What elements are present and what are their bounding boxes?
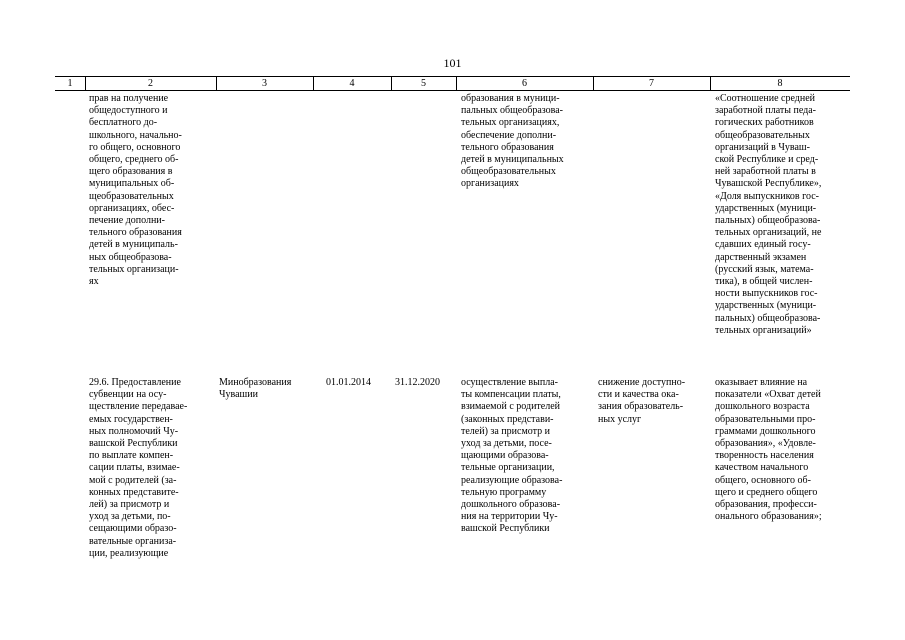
row2-col4-cell: 01.01.2014	[326, 377, 371, 388]
column-header-2: 2	[148, 78, 153, 89]
row1-col2-cell: прав на получение общедоступного и бесплатного до- школьного, начально- го общего, основного общего, среднего об- щего образования в муниципальных об- щеобразовательных организациях, обес- печение дополни- тельного образования детей в муниципаль- ных общеобразова- тельных организаци- ях	[89, 93, 182, 288]
column-header-5: 5	[421, 78, 426, 89]
row1-col6-cell: образования в муници- пальных общеобразова- тельных организациях, обеспечение дополни- тельного образования детей в муниципальных общеобразовательных организациях	[461, 93, 564, 190]
table-header-row	[55, 76, 850, 91]
column-header-4: 4	[349, 78, 355, 89]
column-header-7: 7	[649, 78, 654, 89]
row2-col5-cell: 31.12.2020	[395, 377, 440, 388]
column-header-6: 6	[522, 78, 527, 89]
row2-col2-cell: 29.6. Предоставление субвенции на осу- ществление передавае- емых государствен- ных полномочий Чу- вашской Республики по выплате компен- сации платы, взимае- мой с родителей (за- конных представите- лей) за присмотр и уход за детьми, по- сещающими образо- вательные организа- ции, реализующие	[89, 377, 188, 559]
column-header-8: 8	[777, 78, 783, 89]
page-number: 101	[443, 56, 462, 70]
row2-col3-cell: Минобразования Чувашии	[219, 377, 292, 401]
column-header-3: 3	[262, 78, 267, 89]
row2-col8-cell: оказывает влияние на показатели «Охват детей дошкольного возраста образовательными про- граммами дошкольного образования», «Удовле- творенность населения качеством начального общего, основного об- щего и среднего общего образования, професси- онального образования»;	[715, 377, 822, 523]
row1-col8-cell: «Соотношение средней заработной платы педа- гогических работников общеобразовательных организаций в Чуваш- ской Республике и сред- ней заработной платы в Чувашской Республике», «Доля выпускников гос- ударственных (муници- пальных) общеобразова- тельных организаций, не сдавших единый госу- дарственный экзамен (русский язык, матема- тика), в общей числен- ности выпускников гос- ударственных (муници- пальных) общеобразова- тельных организаций»	[715, 93, 822, 336]
column-header-1: 1	[67, 78, 73, 89]
row2-col6-cell: осуществление выпла- ты компенсации платы, взимаемой с родителей (законных представи- телей) за присмотр и уход за детьми, посе- щающими образова- тельные организации, реализующие образова- тельную программу дошкольного образова- ния на территории Чу- вашской Республики	[461, 377, 563, 535]
row2-col7-cell: снижение доступно- сти и качества ока- зания образователь- ных услуг	[598, 377, 686, 425]
